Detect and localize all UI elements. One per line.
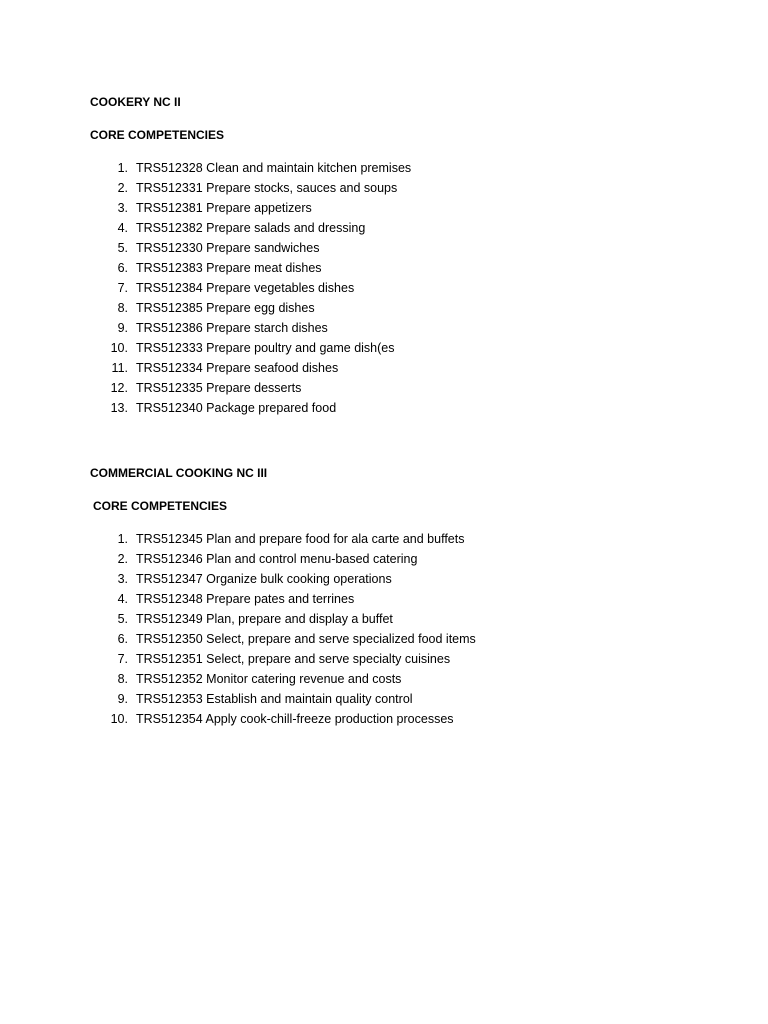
section-title: COOKERY NC II — [90, 95, 181, 109]
item-number: 7. — [117, 281, 128, 295]
item-text: TRS512331 Prepare stocks, sauces and soups — [136, 181, 398, 195]
item-number: 8. — [117, 672, 128, 686]
item-text: TRS512334 Prepare seafood dishes — [136, 361, 339, 375]
item-number: 3. — [117, 201, 128, 215]
item-number: 11. — [111, 361, 128, 375]
item-text: TRS512345 Plan and prepare food for ala carte and buffets — [136, 532, 465, 546]
item-text: TRS512335 Prepare desserts — [136, 381, 302, 395]
section-subtitle: CORE COMPETENCIES — [90, 128, 225, 142]
item-number: 2. — [117, 552, 128, 566]
item-number: 9. — [117, 692, 128, 706]
item-number: 6. — [117, 632, 128, 646]
item-number: 6. — [117, 261, 128, 275]
item-text: TRS512328 Clean and maintain kitchen premises — [136, 161, 412, 175]
item-text: TRS512353 Establish and maintain quality control — [136, 692, 413, 706]
item-text: TRS512352 Monitor catering revenue and costs — [136, 672, 402, 686]
item-number: 9. — [117, 321, 128, 335]
item-number: 5. — [117, 612, 128, 626]
item-text: TRS512347 Organize bulk cooking operations — [136, 572, 392, 586]
item-text: TRS512381 Prepare appetizers — [136, 201, 312, 215]
item-number: 10. — [110, 341, 128, 355]
item-text: TRS512340 Package prepared food — [136, 401, 337, 415]
item-text: TRS512350 Select, prepare and serve specialized food items — [136, 632, 476, 646]
item-text: TRS512349 Plan, prepare and display a buffet — [136, 612, 393, 626]
item-number: 1. — [117, 532, 128, 546]
item-text: TRS512383 Prepare meat dishes — [136, 261, 322, 275]
item-number: 5. — [117, 241, 128, 255]
item-text: TRS512333 Prepare poultry and game dish(es — [136, 341, 395, 355]
item-number: 4. — [117, 592, 128, 606]
item-text: TRS512330 Prepare sandwiches — [136, 241, 320, 255]
item-text: TRS512354 Apply cook-chill-freeze production processes — [136, 712, 454, 726]
item-number: 1. — [117, 161, 128, 175]
item-text: TRS512348 Prepare pates and terrines — [136, 592, 355, 606]
section-title: COMMERCIAL COOKING NC III — [90, 466, 268, 480]
item-text: TRS512385 Prepare egg dishes — [136, 301, 315, 315]
item-text: TRS512346 Plan and control menu-based catering — [136, 552, 418, 566]
item-number: 7. — [117, 652, 128, 666]
item-number: 13. — [110, 401, 128, 415]
item-number: 8. — [117, 301, 128, 315]
item-text: TRS512384 Prepare vegetables dishes — [136, 281, 355, 295]
item-number: 10. — [110, 712, 128, 726]
item-text: TRS512386 Prepare starch dishes — [136, 321, 328, 335]
item-number: 4. — [117, 221, 128, 235]
section-subtitle: CORE COMPETENCIES — [93, 499, 228, 513]
item-number: 2. — [117, 181, 128, 195]
item-text: TRS512351 Select, prepare and serve specialty cuisines — [136, 652, 451, 666]
item-number: 12. — [110, 381, 128, 395]
item-text: TRS512382 Prepare salads and dressing — [136, 221, 366, 235]
item-number: 3. — [117, 572, 128, 586]
